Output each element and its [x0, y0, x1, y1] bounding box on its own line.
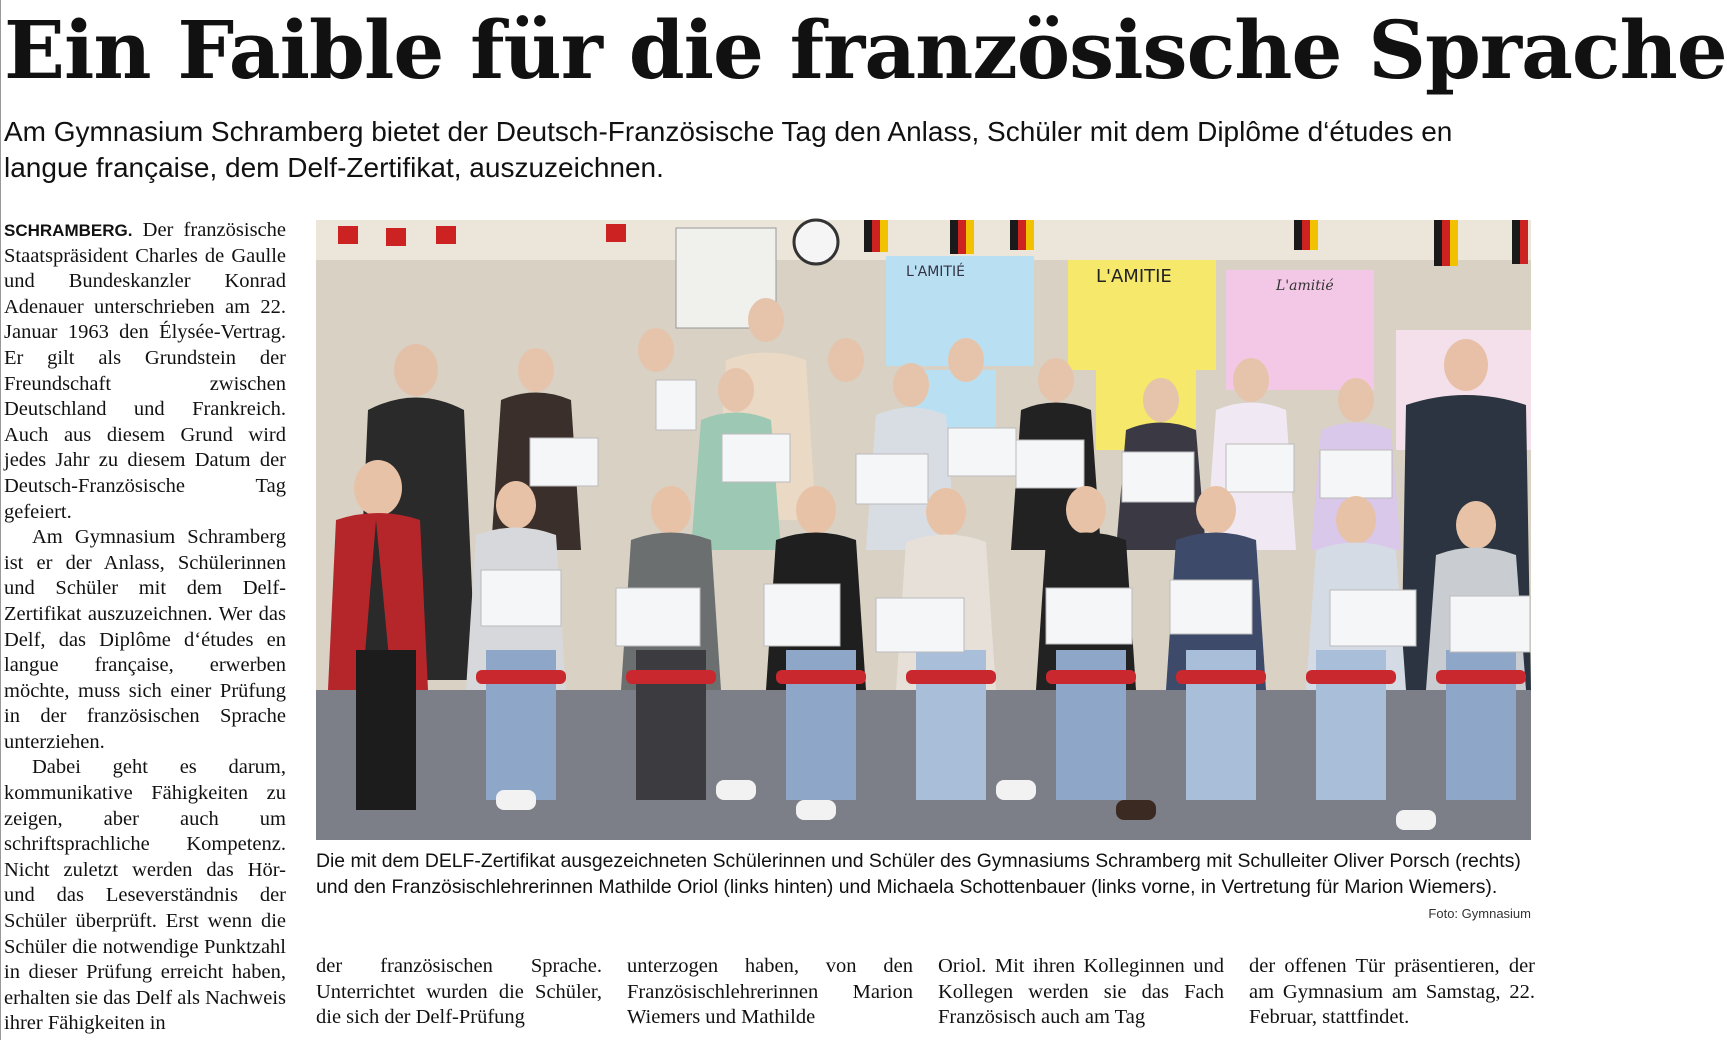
- group-photo-illustration: [316, 220, 1531, 840]
- wall-clock: [794, 220, 838, 264]
- paragraph-1-text: Der französische Staatspräsident Charles de Gaulle und Bundeskanzler Konrad Adenauer unterschrieben am 22. Januar 1963 den Élysée-Vertrag. Er gilt als Grundstein der Freundschaft zwischen Deutschland und Frankreich. Auch aus diesem Grund wird jedes Jahr zu diesem Datum der Deutsch-Französische Tag gefeiert.: [4, 219, 287, 523]
- article-bottom-column-3: [938, 954, 1224, 1038]
- bottom-column-2-text: unterzogen haben, von den Französischlehrerinnen Marion Wiemers und Mathilde: [627, 955, 913, 1029]
- article-paragraph-1: [4, 218, 286, 525]
- article-paragraph-2: Am Gymnasium Schramberg ist er der Anlass, Schülerinnen und Schüler mit dem Delf-Zertifikat auszuzeichnen. Wer das Delf, das Diplôme d‘études en langue française, erwerben möchte, muss sich einer Prüfung in der französischen Sprache unterziehen.: [4, 526, 286, 753]
- article-headline: Ein Faible für die französische Sprache: [4, 3, 1727, 97]
- photo-credit: Foto: Gymnasium: [1428, 906, 1531, 921]
- article-body-column-1: [4, 218, 286, 1038]
- photo-caption: Die mit dem DELF-Zertifikat ausgezeichneten Schülerinnen und Schüler des Gymnasiums Schramberg mit Schulleiter Oliver Porsch (rechts) und den Französischlehrerinnen Mathilde Oriol (links hinten) und Michaela Schottenbauer (links vorne, in Vertretung für Marion Wiemers).: [316, 850, 1521, 898]
- photo-ceiling-band: [316, 220, 1531, 260]
- article-paragraph-3: Dabei geht es darum, kommunikative Fähigkeiten zu zeigen, aber auch um schriftsprachliche Kompetenz. Nicht zuletzt werden das Hör- und das Leseverständnis der Schüler überprüft. Erst wenn die Schüler die notwendige Punktzahl in dieser Prüfung erreicht haben, erhalten sie das Delf als Nachweis ihrer Fähigkeiten in: [4, 756, 286, 1035]
- bottom-column-4-text: der offenen Tür präsentieren, der am Gymnasium am Samstag, 22. Februar, stattfindet.: [1249, 955, 1535, 1029]
- page-left-rule: [0, 0, 1, 1040]
- group-photo: [316, 220, 1531, 840]
- poster-yellow-title: L'AMITIE: [1096, 266, 1172, 287]
- bottom-column-3-text: Oriol. Mit ihren Kolleginnen und Kollegen werden sie das Fach Französisch auch am Tag: [938, 955, 1224, 1029]
- front-row-people: [328, 460, 1530, 830]
- article-bottom-column-2: [627, 954, 913, 1038]
- poster-blue-title: L'AMITIÉ: [906, 264, 965, 280]
- bottom-column-1-text: der französischen Sprache. Unterrichtet wurden die Schüler, die sich der Delf-Prüfung: [316, 955, 602, 1029]
- article-dateline: SCHRAMBERG.: [4, 221, 133, 240]
- article-subheadline: Am Gymnasium Schramberg bietet der Deutsch-Französische Tag den Anlass, Schüler mit dem Diplôme d‘études en langue française, dem Delf-Zertifikat, auszuzeichnen.: [4, 116, 1453, 183]
- article-bottom-column-4: [1249, 954, 1535, 1038]
- article-bottom-column-1: [316, 954, 602, 1038]
- poster-pink-title: L'amitié: [1276, 278, 1334, 294]
